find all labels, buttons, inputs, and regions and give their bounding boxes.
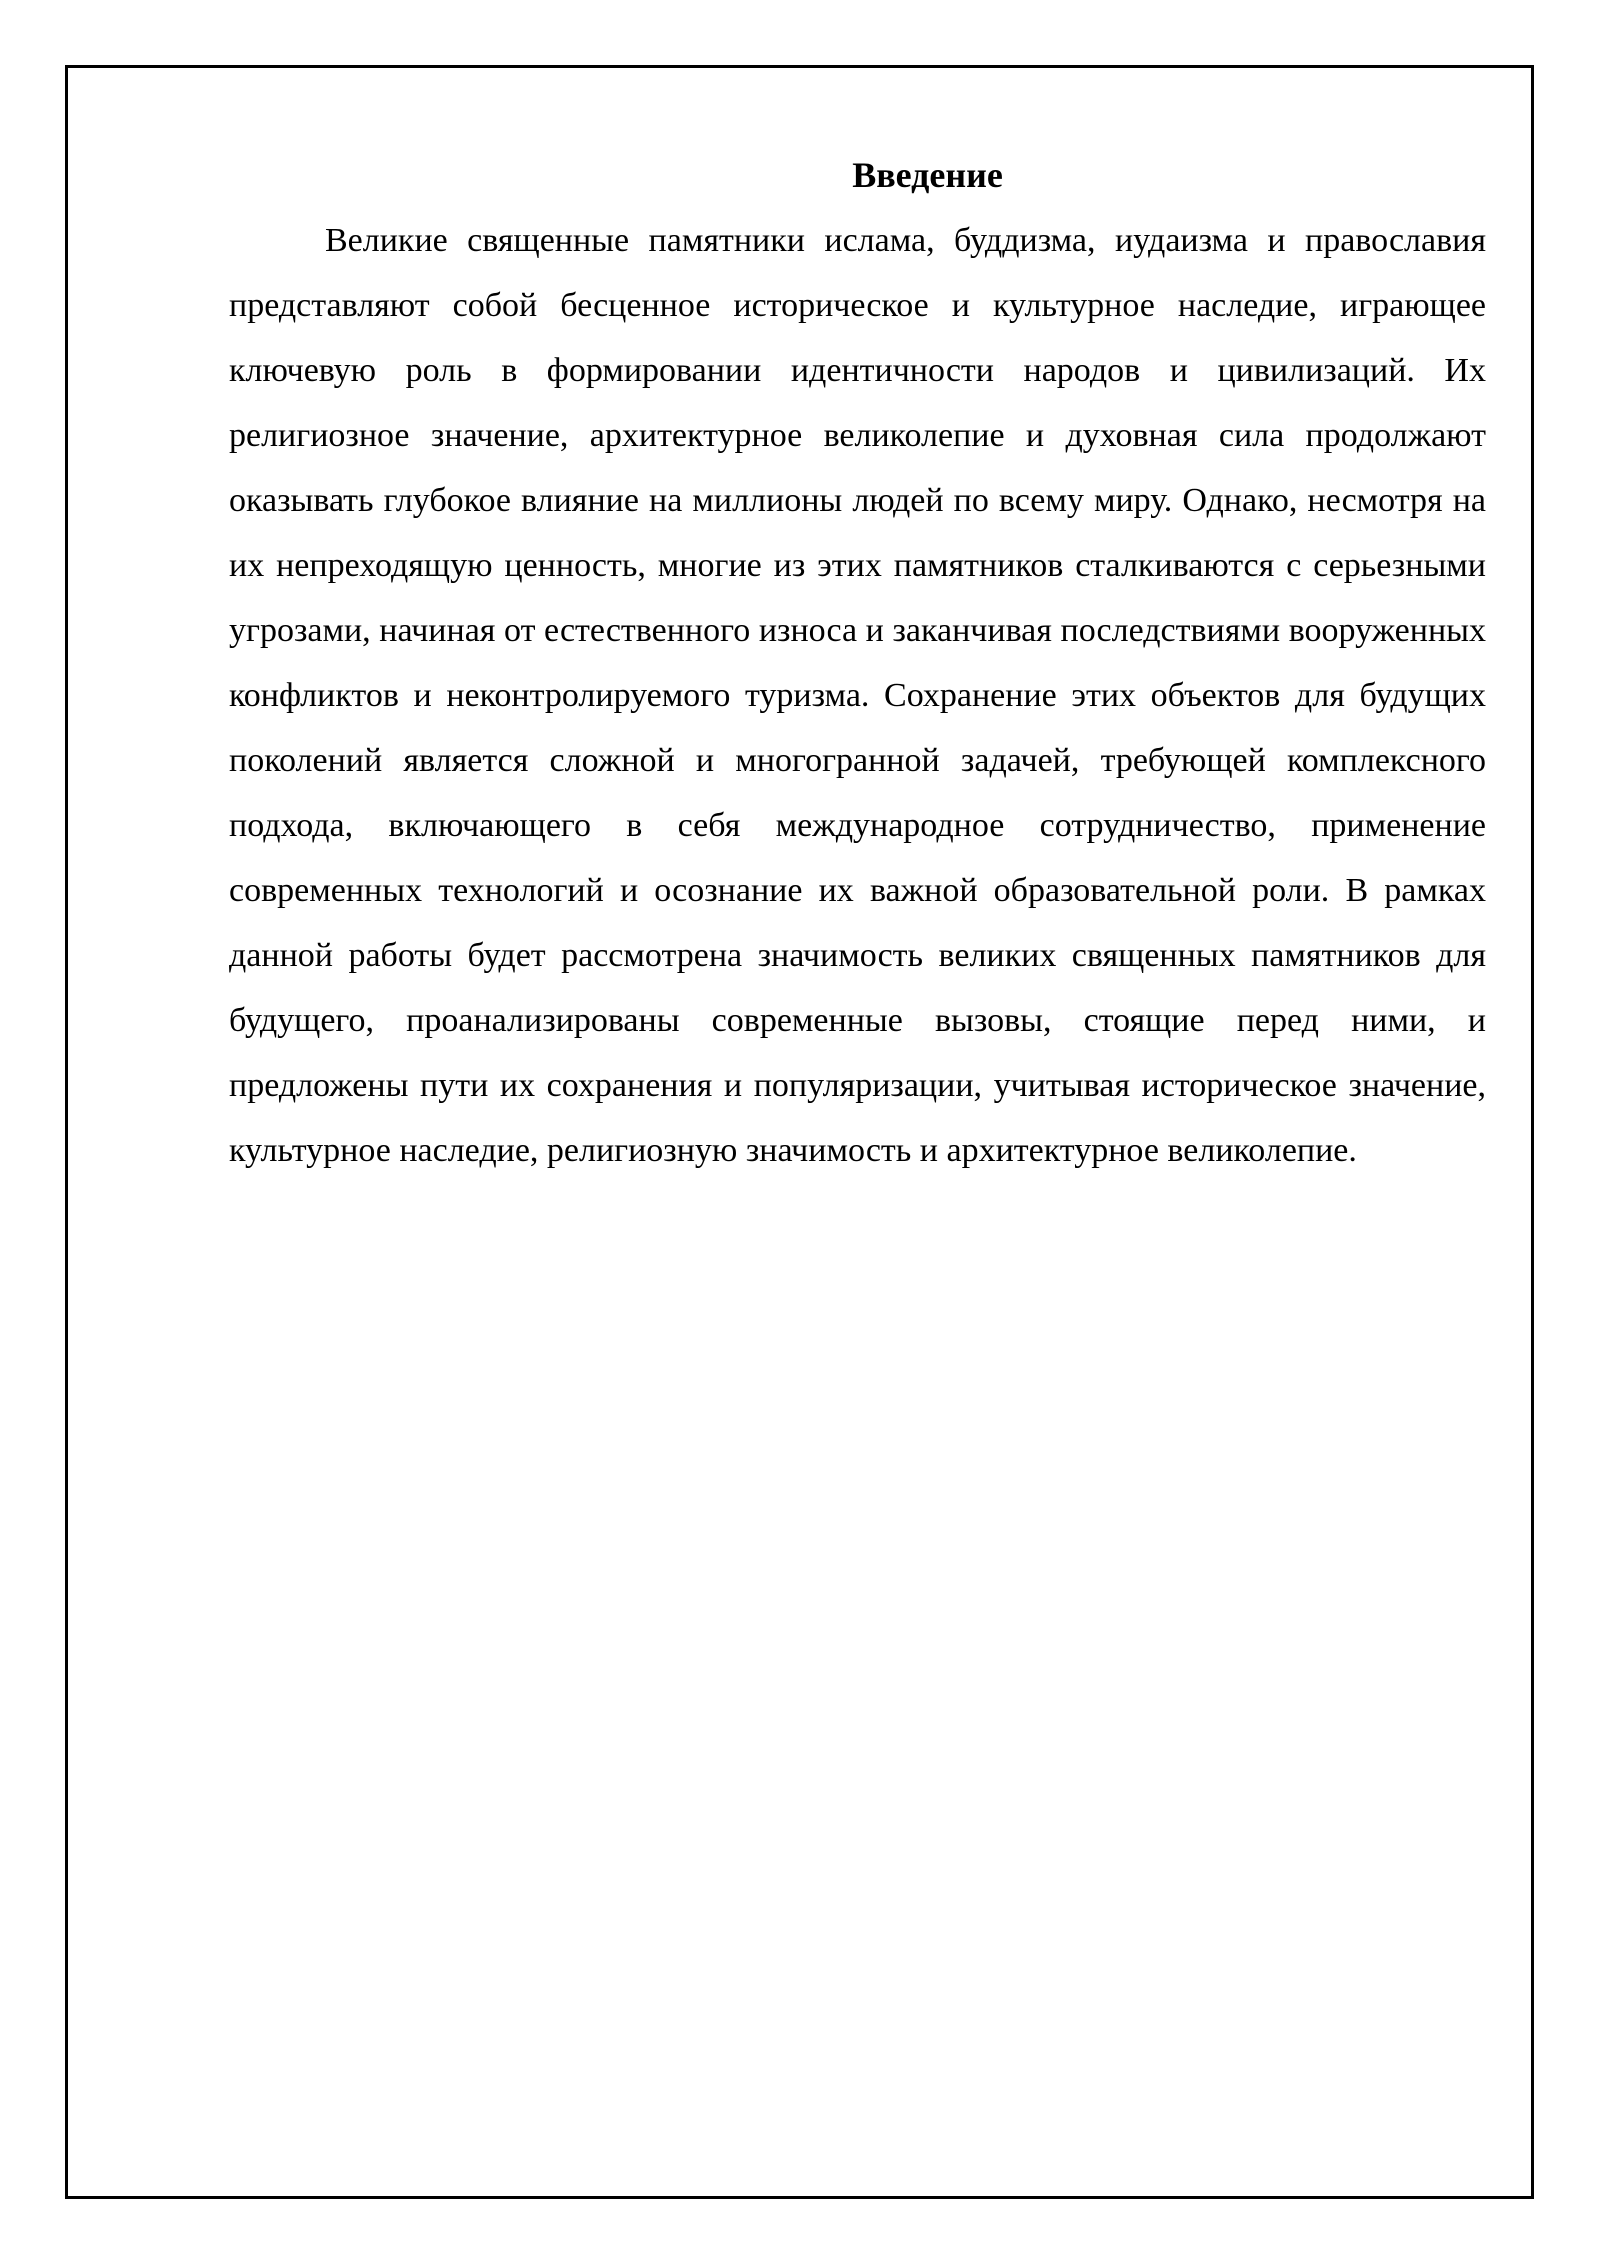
- section-title: Введение: [852, 155, 1003, 195]
- document-body: [229, 150, 1486, 1183]
- intro-paragraph: Великие священные памятники ислама, буддизма, иудаизма и православия представляют собой бесценное историческое и культурное наследие, играющее ключевую роль в формировании идентичности народов и цивилизаций. Их религиозное значение, архитектурное великолепие и духовная сила продолжают оказывать глубокое влияние на миллионы людей по всему миру. Однако, несмотря на их непреходящую ценность, многие из этих памятников сталкиваются с серьезными угрозами, начиная от естественного износа и заканчивая последствиями вооруженных конфликтов и неконтролируемого туризма. Сохранение этих объектов для будущих поколений является сложной и многогранной задачей, требующей комплексного подхода, включающего в себя международное сотрудничество, применение современных технологий и осознание их важной образовательной роли. В рамках данной работы будет рассмотрена значимость великих священных памятников для будущего, проанализированы современные вызовы, стоящие перед ними, и предложены пути их сохранения и популяризации, учитывая историческое значение, культурное наследие, религиозную значимость и архитектурное великолепие.: [229, 222, 1486, 1169]
